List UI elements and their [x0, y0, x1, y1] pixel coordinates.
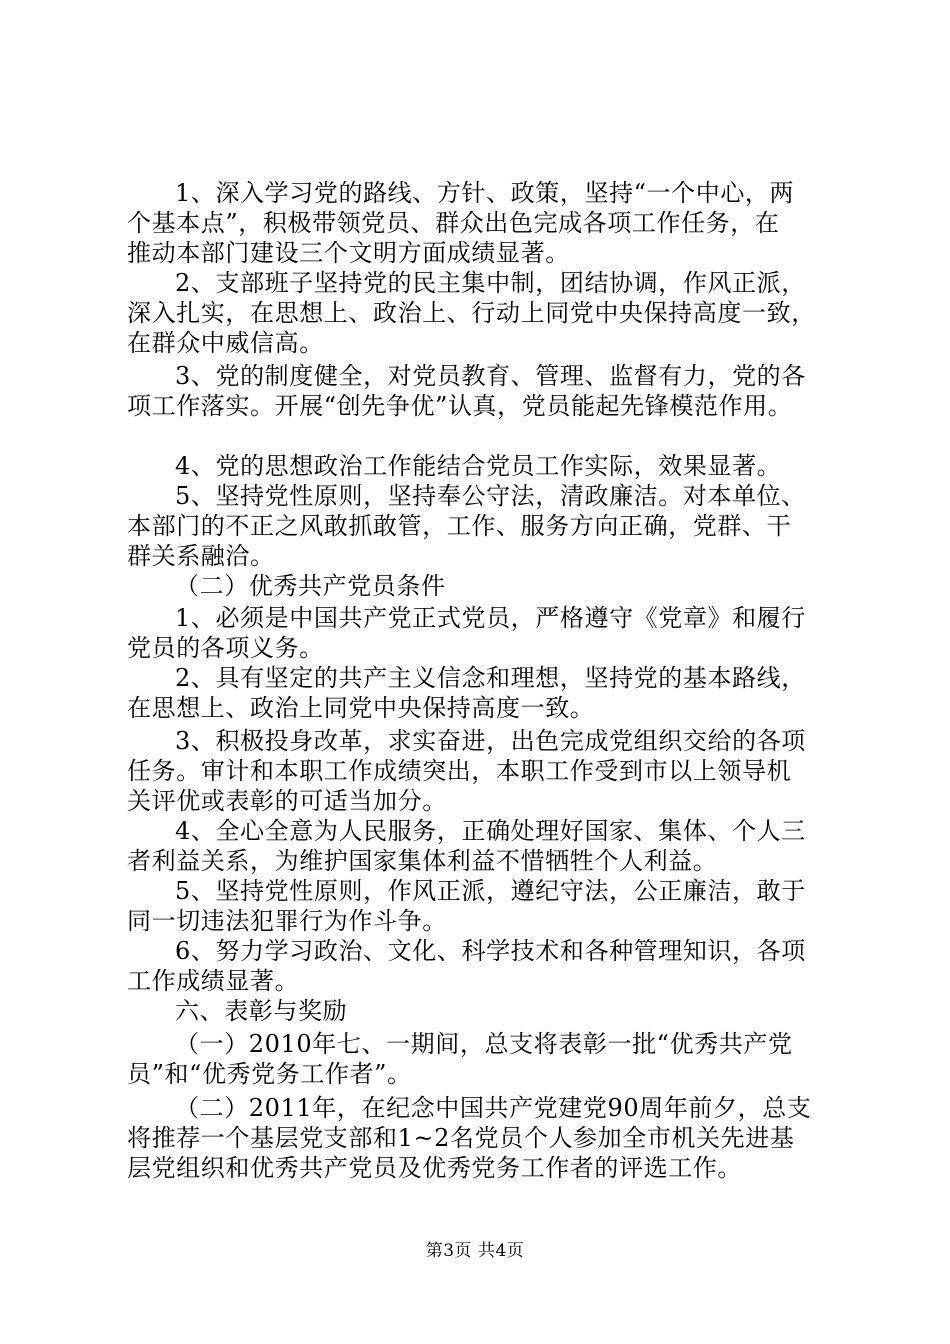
paragraph-line: 者利益关系，为维护国家集体利益不惜牺牲个人利益。	[127, 847, 718, 875]
paragraph-line: 本部门的不正之风敢抓敢管，工作、服务方向正确，党群、干	[127, 512, 792, 540]
paragraph-line: 在群众中威信高。	[127, 329, 324, 357]
paragraph-line: 6、努力学习政治、文化、科学技术和各种管理知识，各项	[175, 937, 806, 965]
paragraph-line: 群关系融洽。	[127, 542, 275, 570]
paragraph-line: 将推荐一个基层党支部和1~2名党员个人参加全市机关先进基	[127, 1124, 795, 1152]
paragraph-line: 推动本部门建设三个文明方面成绩显著。	[127, 239, 570, 267]
paragraph-line: 4、全心全意为人民服务，正确处理好国家、集体、个人三	[175, 817, 806, 845]
paragraph-line: 3、积极投身改革，求实奋进，出色完成党组织交给的各项	[175, 727, 806, 755]
paragraph-line: 员”和“优秀党务工作者”。	[127, 1060, 412, 1088]
paragraph-line: 5、坚持党性原则，作风正派，遵纪守法，公正廉洁，敢于	[175, 877, 806, 905]
paragraph-line: 1、深入学习党的路线、方针、政策，坚持“一个中心，两	[175, 179, 795, 207]
paragraph-line: 项工作落实。开展“创先争优”认真，党员能起先锋模范作用。	[127, 392, 793, 420]
paragraph-line: 在思想上、政治上同党中央保持高度一致。	[127, 694, 595, 722]
paragraph-line: 个基本点”，积极带领党员、群众出色完成各项工作任务，在	[127, 209, 780, 237]
section-heading: （二）优秀共产党员条件	[175, 572, 446, 600]
paragraph-line: 4、党的思想政治工作能结合党员工作实际，效果显著。	[175, 452, 782, 480]
paragraph-line: 2、支部班子坚持党的民主集中制，团结协调，作风正派，	[175, 269, 806, 297]
paragraph-line: 任务。审计和本职工作成绩突出，本职工作受到市以上领导机	[127, 757, 792, 785]
page-number-footer: 第3页 共4页	[425, 1241, 525, 1261]
paragraph-line: 1、必须是中国共产党正式党员，严格遵守《党章》和履行	[175, 604, 806, 632]
paragraph-line: 3、党的制度健全，对党员教育、管理、监督有力，党的各	[175, 362, 806, 390]
paragraph-line: 同一切违法犯罪行为作斗争。	[127, 907, 447, 935]
paragraph-line: （二）2011年，在纪念中国共产党建党90周年前夕，总支	[175, 1094, 812, 1122]
paragraph-line: （一）2010年七、一期间，总支将表彰一批“优秀共产党	[175, 1030, 793, 1058]
paragraph-line: 党员的各项义务。	[127, 634, 324, 662]
paragraph-line: 2、具有坚定的共产主义信念和理想，坚持党的基本路线，	[175, 664, 806, 692]
paragraph-line: 工作成绩显著。	[127, 967, 300, 995]
paragraph-line: 层党组织和优秀共产党员及优秀党务工作者的评选工作。	[127, 1154, 742, 1182]
section-heading: 六、表彰与奖励	[175, 997, 348, 1025]
paragraph-line: 深入扎实，在思想上、政治上、行动上同党中央保持高度一致，	[127, 299, 816, 327]
paragraph-line: 5、坚持党性原则，坚持奉公守法，清政廉洁。对本单位、	[175, 482, 806, 510]
paragraph-line: 关评优或表彰的可适当加分。	[127, 787, 447, 815]
